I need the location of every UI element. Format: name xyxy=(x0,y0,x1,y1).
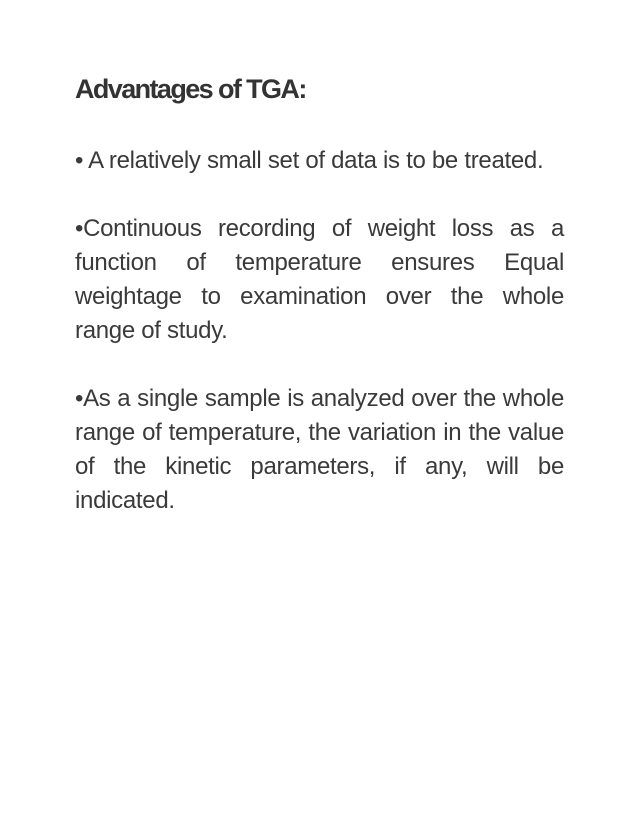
page-title: Advantages of TGA: xyxy=(75,74,306,104)
document-page xyxy=(75,72,564,552)
advantage-point-1: • A relatively small set of data is to be treated. xyxy=(75,147,544,174)
advantage-point-3: •As a single sample is analyzed over the whole range of temperature, the variation in the value of the kinetic parameters, if any, will be indicated. xyxy=(75,385,564,514)
advantage-point-2: •Continuous recording of weight loss as a function of temperature ensures Equal weightage to examination over the whole range of study. xyxy=(75,215,564,344)
